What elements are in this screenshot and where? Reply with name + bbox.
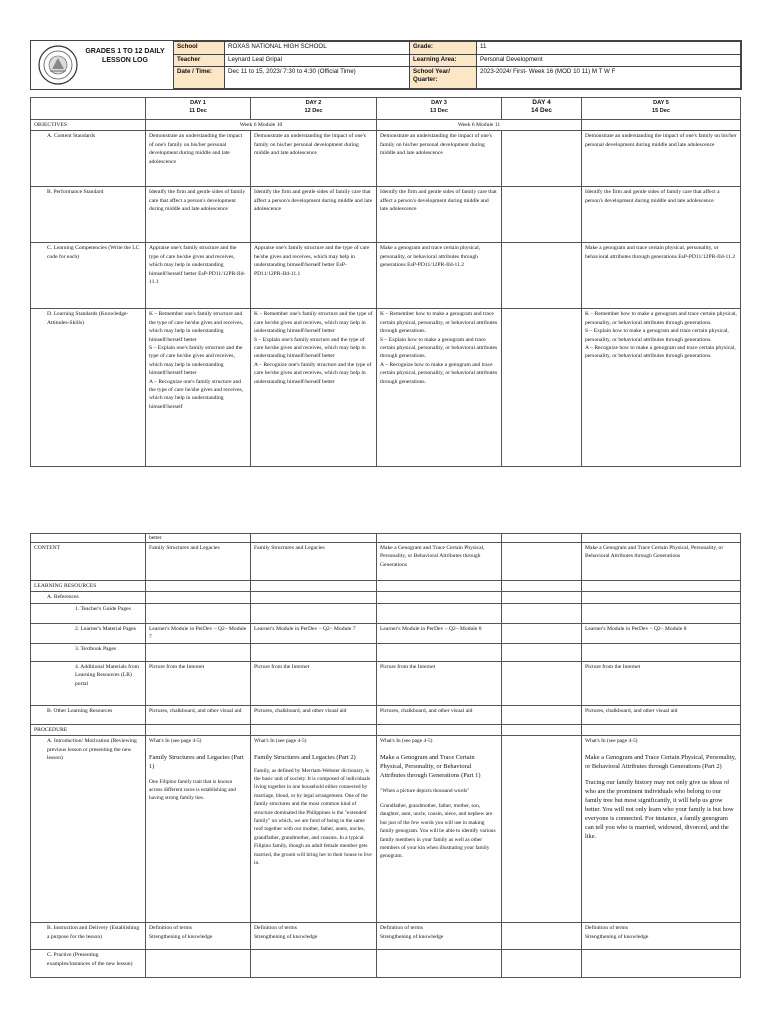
day-header-5: DAY 5 15 Dec	[582, 98, 741, 120]
day-header-3: DAY 3 13 Dec	[377, 98, 502, 120]
learning-area-label: Learning Area:	[410, 54, 477, 67]
other-resources-d2: Pictures, chalkboard, and other visual aid	[251, 705, 377, 724]
teacher-label: Teacher	[174, 54, 225, 67]
learners-material-d5: Learner's Module in PerDev – Q2– Module 8	[582, 623, 741, 643]
performance-standard-d5: Identify the firm and gentle sides of family care that affect a person's development during middle and late adolescence	[582, 187, 741, 243]
instruction-d5: Definition of terms Strengthening of knowledge	[582, 923, 741, 950]
learners-material-d3: Learner's Module in PerDev – Q2– Module 8	[377, 623, 502, 643]
content-procedure-table	[30, 533, 741, 978]
date-time-label: Date / Time:	[174, 67, 225, 89]
learning-resources-label: LEARNING RESOURCES	[31, 581, 146, 592]
lesson-log-header	[30, 40, 742, 90]
intro-d2-whats-in: What's In (see page 4-5)	[254, 738, 307, 745]
learning-standards-d1-continued: better	[146, 534, 251, 543]
intro-d5-whats-in: What's In (see page 4-5)	[585, 738, 638, 745]
learners-material-d1: Learner's Module in PerDev – Q2– Module 7	[146, 623, 251, 643]
introduction-d5	[582, 736, 741, 923]
week-module-11: Week 6 Module 11	[377, 120, 582, 131]
introduction-label: A. Introduction/ Motivation (Reviewing previous lesson or presenting the new lesson)	[31, 736, 146, 923]
corner-cell	[31, 98, 146, 120]
performance-standard-label: B. Performance Standard	[31, 187, 146, 243]
content-standards-d3: Demonstrate an understanding the impact of one's family on his/her personal development during middle and late adolescence	[377, 131, 502, 187]
school-value: ROXAS NATIONAL HIGH SCHOOL	[225, 42, 410, 55]
other-resources-d1: Pictures, chalkboard, and other visual aid	[146, 705, 251, 724]
day-header-1: DAY 1 11 Dec	[146, 98, 251, 120]
introduction-d1	[146, 736, 251, 923]
objectives-table	[30, 97, 741, 467]
intro-d1-whats-in: What's In (see page 4-5)	[149, 738, 202, 745]
additional-materials-d1: Picture from the Internet	[146, 661, 251, 705]
content-standards-label: A. Content Standards	[31, 131, 146, 187]
day-header-2: DAY 2 12 Dec	[251, 98, 377, 120]
textbook-label: 3. Textbook Pages	[31, 643, 146, 661]
grade-label: Grade:	[410, 42, 477, 55]
additional-materials-label: 4. Additional Materials from Learning Resources (LR) portal	[31, 661, 146, 705]
intro-d1-topic: Family Structures and Legacies (Part 1)	[149, 753, 244, 770]
deped-seal-icon	[38, 45, 78, 85]
intro-d3-text: Grandfather, grandmother, father, mother, son, daughter, aunt, uncle, cousin, niece, and nephew are but just of the few words you will use in making family genogram. You will be able to identify various family members in your family as well as other members of your kin when illustrating your family genogram.	[380, 803, 496, 860]
performance-standard-d2: Identify the firm and gentle sides of family care that affect a person's development during middle and late adolescence	[251, 187, 377, 243]
intro-d3-whats-in: What's In (see page 4-5)	[380, 738, 433, 745]
content-label: CONTENT	[31, 543, 146, 581]
instruction-d1: Definition of terms Strengthening of knowledge	[146, 923, 251, 950]
additional-materials-d5: Picture from the Internet	[582, 661, 741, 705]
intro-d5-text: Tracing our family history may not only give us ideas of who are the prominent individuals who belong to our family tree but most significantly, it will help us grow better. You will not only learn who your family is but how everyone is connected. For instance, a family genogram can tell you who is married, widowed, divorced, and the like.	[585, 778, 734, 840]
school-label: School	[174, 42, 225, 55]
instruction-label: B. Instruction and Delivery (Establishing a purpose for the lesson)	[31, 923, 146, 950]
learning-standards-d5: K – Remember how to make a genogram and trace certain physical, personality, or behavioral attributes through generations. S – Explain how to make a genogram and trace certain physical, personality, or behavioral attributes through generations. A – Recognize how to make a genogram and trace certain physical, personality, or behavioral attributes through generations.	[582, 309, 741, 467]
grade-value: 11	[477, 42, 741, 55]
intro-d3-quote: "When a picture depicts thousand words"	[380, 787, 470, 794]
learning-standards-label: D. Learning Standards (Knowledge-Attitudes-Skills)	[31, 309, 146, 467]
competencies-d1: Appraise one's family structure and the type of care he/she gives and receives, which may help in understanding himself/herself better EsP-PD11/12PR-IId-11.1	[146, 243, 251, 309]
learners-material-d2: Learner's Module in PerDev – Q2– Module 7	[251, 623, 377, 643]
learning-standards-d3: K – Remember how to make a genogram and trace certain physical, personality, or behavioral attributes through generations. S – Explain how to make a genogram and trace certain physical, personality, or behavioral attributes through generations. A – Recognize how to make a genogram and trace certain physical, personality, or behavioral attributes through generations.	[377, 309, 502, 467]
competencies-d2: Appraise one's family structure and the type of care he/she gives and receives, which may help in understanding himself/herself better EsP-PD11/12PR-IId-11.1	[251, 243, 377, 309]
school-year-value: 2023-2024/ First- Week 16 (MOD 10 11) M T W F	[477, 67, 741, 89]
procedure-label: PROCEDURE	[31, 724, 146, 735]
competencies-d5: Make a genogram and trace certain physical, personality, or behavioral attributes through generations EsP-PD11/12PR-IId-11.2	[582, 243, 741, 309]
instruction-d3: Definition of terms Strengthening of knowledge	[377, 923, 502, 950]
content-d3: Make a Genogram and Trace Certain Physical, Personality, or Behavioral Attributes through Generations	[377, 543, 502, 581]
introduction-d3	[377, 736, 502, 923]
competencies-d3: Make a genogram and trace certain physical, personality, or behavioral attributes through generations EsP-PD11/12PR-IId-11.2	[377, 243, 502, 309]
intro-d2-topic: Family Structures and Legacies (Part 2)	[254, 753, 356, 761]
header-info-table	[173, 41, 741, 89]
intro-d1-text: One Filipino family trait that is known across different races is establishing and having strong family ties.	[149, 778, 236, 802]
other-resources-d3: Pictures, chalkboard, and other visual aid	[377, 705, 502, 724]
practice-label: C. Practice (Presenting examples/instances of the new lesson)	[31, 950, 146, 978]
content-d5: Make a Genogram and Trace Certain Physical, Personality, or Behavioral Attributes through Generations	[582, 543, 741, 581]
learning-standards-d1: K – Remember one's family structure and the type of care he/she gives and receives, which may help in understanding himself/herself better S – Explain one's family structure and the type of care he/she gives and receives, which may help in understanding himself/herself better A – Recognize one's family structure and the type of care he/she gives and receives, which may help in understanding himself/herself	[146, 309, 251, 467]
teachers-guide-label: 1. Teacher's Guide Pages	[31, 603, 146, 623]
content-standards-d5: Demonstrate an understanding the impact of one's family on his/her personal development during middle and late adolescence	[582, 131, 741, 187]
other-resources-label: B. Other Learning Resources	[31, 705, 146, 724]
program-title: GRADES 1 TO 12 DAILY LESSON LOG	[85, 48, 165, 64]
competencies-label: C. Learning Competencies (Write the LC code for each)	[31, 243, 146, 309]
header-logo-block	[31, 41, 174, 89]
teacher-value: Leynard Leal Gripal	[225, 54, 410, 67]
objectives-label: OBJECTIVES	[31, 120, 146, 131]
intro-d2-text: Family, as defined by Merriam-Webster dictionary, is the basic unit of society. It is composed of individuals living together in one household either connected by marriage, blood, or by legal arrangement. One of the family structures and the most common kind of structure dominated the Philippines is the "extended family" on which, we are fond of being in the same roof together with our mother, father, aunts, uncles, grandfather, grandmother, and cousins. In a typical Filipino family, though an adult female member gets married, the groom will bring her to their house to live in.	[254, 767, 372, 867]
day-header-4: DAY 4 14 Dec	[502, 98, 582, 120]
additional-materials-d3: Picture from the Internet	[377, 661, 502, 705]
week-module-10: Week 6 Module 10	[146, 120, 377, 131]
additional-materials-d2: Picture from the Internet	[251, 661, 377, 705]
content-d2: Family Structures and Legacies	[251, 543, 377, 581]
learning-standards-d2: K – Remember one's family structure and the type of care he/she gives and receives, which may help in understanding himself/herself better S – Explain one's family structure and the type of care he/she gives and receives, which may help in understanding himself/herself better A – Recognize one's family structure and the type of care he/she gives and receives, which may help in understanding himself/herself better	[251, 309, 377, 467]
date-time-value: Dec 11 to 15, 2023/ 7:30 to 4:30 (Official Time)	[225, 67, 410, 89]
other-resources-d5: Pictures, chalkboard, and other visual aid	[582, 705, 741, 724]
instruction-d2: Definition of terms Strengthening of knowledge	[251, 923, 377, 950]
intro-d3-topic: Make a Genogram and Trace Certain Physical, Personality, or Behavioral Attributes through Generations (Part 1)	[380, 753, 481, 779]
content-standards-d1: Demonstrate an understanding the impact of one's family on his/her personal development during middle and late adolescence	[146, 131, 251, 187]
references-label: A. References	[31, 592, 146, 603]
learning-area-value: Personal Development	[477, 54, 741, 67]
introduction-d2	[251, 736, 377, 923]
performance-standard-d3: Identify the firm and gentle sides of family care that affect a person's development during middle and late adolescence	[377, 187, 502, 243]
performance-standard-d1: Identify the firm and gentle sides of family care that affect a person's development during middle and late adolescence	[146, 187, 251, 243]
content-standards-d2: Demonstrate an understanding the impact of one's family on his/her personal development during middle and late adolescence	[251, 131, 377, 187]
content-d1: Family Structures and Legacies	[146, 543, 251, 581]
school-year-label: School Year/ Quarter:	[410, 67, 477, 89]
learners-material-label: 2. Learner's Material Pages	[31, 623, 146, 643]
intro-d5-topic: Make a Genogram and Trace Certain Physical, Personality, or Behavioral Attributes through Generations (Part 2)	[585, 753, 736, 770]
